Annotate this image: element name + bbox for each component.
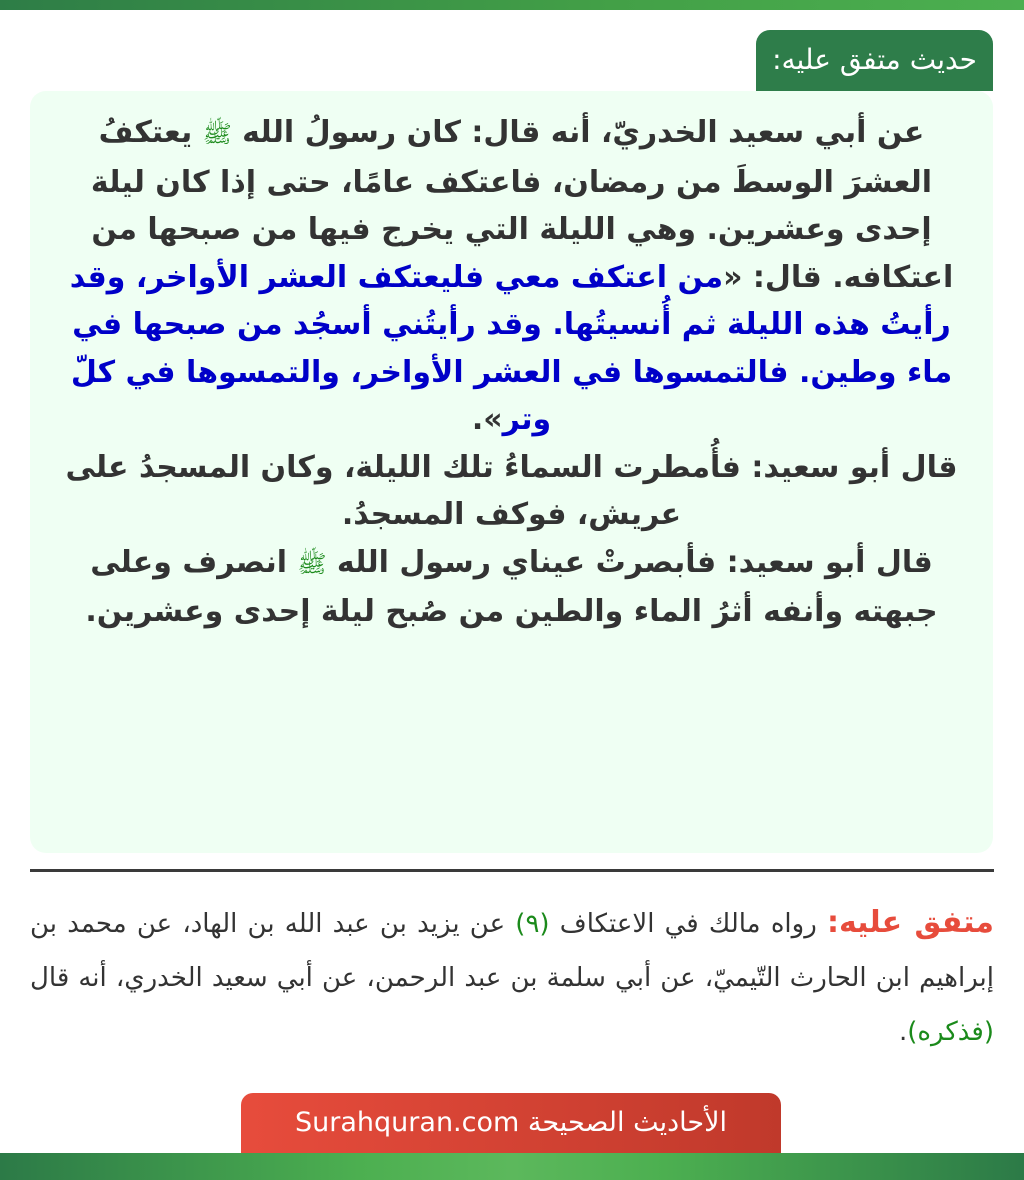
top-decorative-bar: [0, 0, 1024, 10]
bottom-decorative-bar: [0, 1153, 1024, 1180]
hadith-paragraph-2: قال أبو سعيد: فأُمطرت السماءُ تلك الليلة، وكان المسجدُ على عريش، فوكف المسجدُ.: [65, 449, 958, 532]
narration-segment: عن يزيد بن عبد الله بن الهاد، عن محمد بن إبراهيم ابن الحارث التّيميّ، عن أبي سلمة بن عبد الرحمن، عن أبي سعيد الخدري، أنه قال: [30, 909, 994, 993]
reference-note: (فذكره): [907, 1017, 994, 1047]
hadith-text-segment: ».: [471, 402, 503, 437]
hadith-paragraph-3: [52, 539, 971, 636]
hadith-text-segment: عن أبي سعيد الخدريّ، أنه قال: كان رسولُ الله: [242, 115, 925, 150]
source-badge-label: الأحاديث الصحيحة Surahquran.com: [295, 1107, 727, 1138]
narration-label: متفق عليه:: [826, 905, 994, 940]
hadith-title: حديث متفق عليه:: [772, 43, 977, 76]
narration-segment: .: [899, 1017, 908, 1047]
prophet-quote: من اعتكف معي فليعتكف العشر الأواخر، وقد رأيتُ هذه الليلة ثم أُنسيتُها. وقد رأيتُني أسجُد من صبحها في ماء وطين. فالتمسوها في العشر الأواخر، والتمسوها في كلّ وتر: [69, 259, 953, 437]
salawat-icon: ﷺ: [202, 120, 232, 148]
narration-text: [30, 896, 994, 1059]
hadith-text-segment: قال أبو سعيد: فأبصرتْ عيناي رسول الله: [336, 544, 933, 580]
reference-number: (٩): [515, 909, 550, 939]
source-badge: [241, 1093, 781, 1155]
salawat-icon: ﷺ: [297, 549, 327, 578]
narration-segment: رواه مالك في الاعتكاف: [549, 909, 827, 939]
hadith-text-segment: انصرف وعلى جبهته وأنفه أثرُ الماء والطين من صُبح ليلة إحدى وعشرين.: [85, 544, 938, 629]
hadith-card: [30, 91, 993, 853]
hadith-text-segment: يعتكفُ العشرَ الوسطَ من رمضان، فاعتكف عامًا، حتى إذا كان ليلة إحدى وعشرين. وهي الليلة التي يخرج فيها من صبحها من اعتكافه. قال: «: [90, 115, 954, 295]
hadith-title-tab: [756, 30, 993, 91]
section-divider: [30, 869, 994, 872]
hadith-paragraph-1: [52, 109, 971, 444]
hadith-text: [52, 109, 971, 636]
